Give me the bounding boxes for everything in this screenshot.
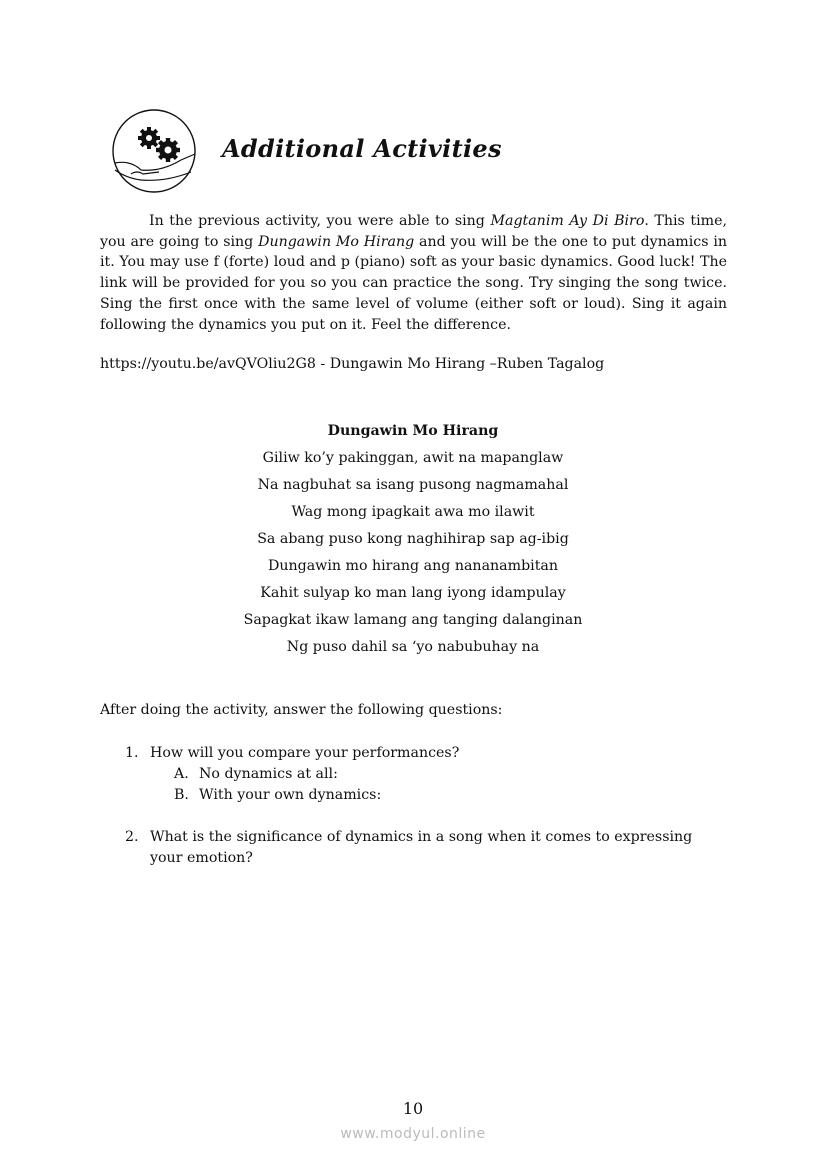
lyric-line: Kahit sulyap ko man lang iyong idampulay [260,585,566,601]
sub-question-letter: B. [174,787,189,803]
lyric-line: Sapagkat ikaw lamang ang tanging dalanginan [243,612,583,628]
question [125,743,720,764]
sub-question-text: No dynamics at all: [199,766,338,782]
lyric-line: Wag mong ipagkait awa mo ilawit [291,504,535,520]
question-text: How will you compare your performances? [150,745,460,761]
question [125,827,720,869]
question-number: 1. [125,745,139,761]
question-list [125,743,720,869]
lyric-line: Na nagbuhat sa isang pusong nagmamahal [257,477,569,493]
question-text: What is the significance of dynamics in a song when it comes to expressing your emotion? [150,829,693,866]
question-number: 2. [125,829,139,845]
watermark: www.modyul.online [340,1126,486,1142]
sub-question-text: With your own dynamics: [199,787,382,803]
lyric-line: Ng puso dahil sa ‘yo nabubuhay na [286,639,540,655]
song-reference: Magtanim Ay Di Biro [490,213,645,229]
song-lyrics [0,418,826,661]
sub-question-letter: A. [174,766,189,782]
lyric-line: Sa abang puso kong naghihirap sap ag-ibig [257,531,569,547]
intro-paragraph: In the previous activity, you were able to sing Magtanim Ay Di Biro. This time, you are going to sing Dungawin Mo Hirang and you will be the one to put dynamics in it. You may use f (forte) loud and p (piano) soft as your basic dynamics. Good luck! The link will be provided for you so you can practice the song. Try singing the song twice. Sing the first once with the same level of volume (either soft or loud). Sing it again following the dynamics you put on it. Feel the difference. [100,213,728,333]
song-title: Dungawin Mo Hirang [327,423,499,439]
sub-question [125,764,720,785]
lyric-line: Dungawin mo hirang ang nananambitan [267,558,558,574]
section-title: Additional Activities [222,134,502,163]
gears-in-hand-icon [111,108,197,194]
song-reference: Dungawin Mo Hirang [258,233,415,250]
song-link[interactable]: https://youtu.be/avQVOliu2G8 - Dungawin Mo Hirang –Ruben Tagalog [100,356,605,372]
page-number: 10 [402,1099,424,1118]
instructions: After doing the activity, answer the following questions: [100,702,503,718]
sub-question [125,785,720,806]
lyric-line: Giliw ko’y pakinggan, awit na mapanglaw [262,450,564,466]
